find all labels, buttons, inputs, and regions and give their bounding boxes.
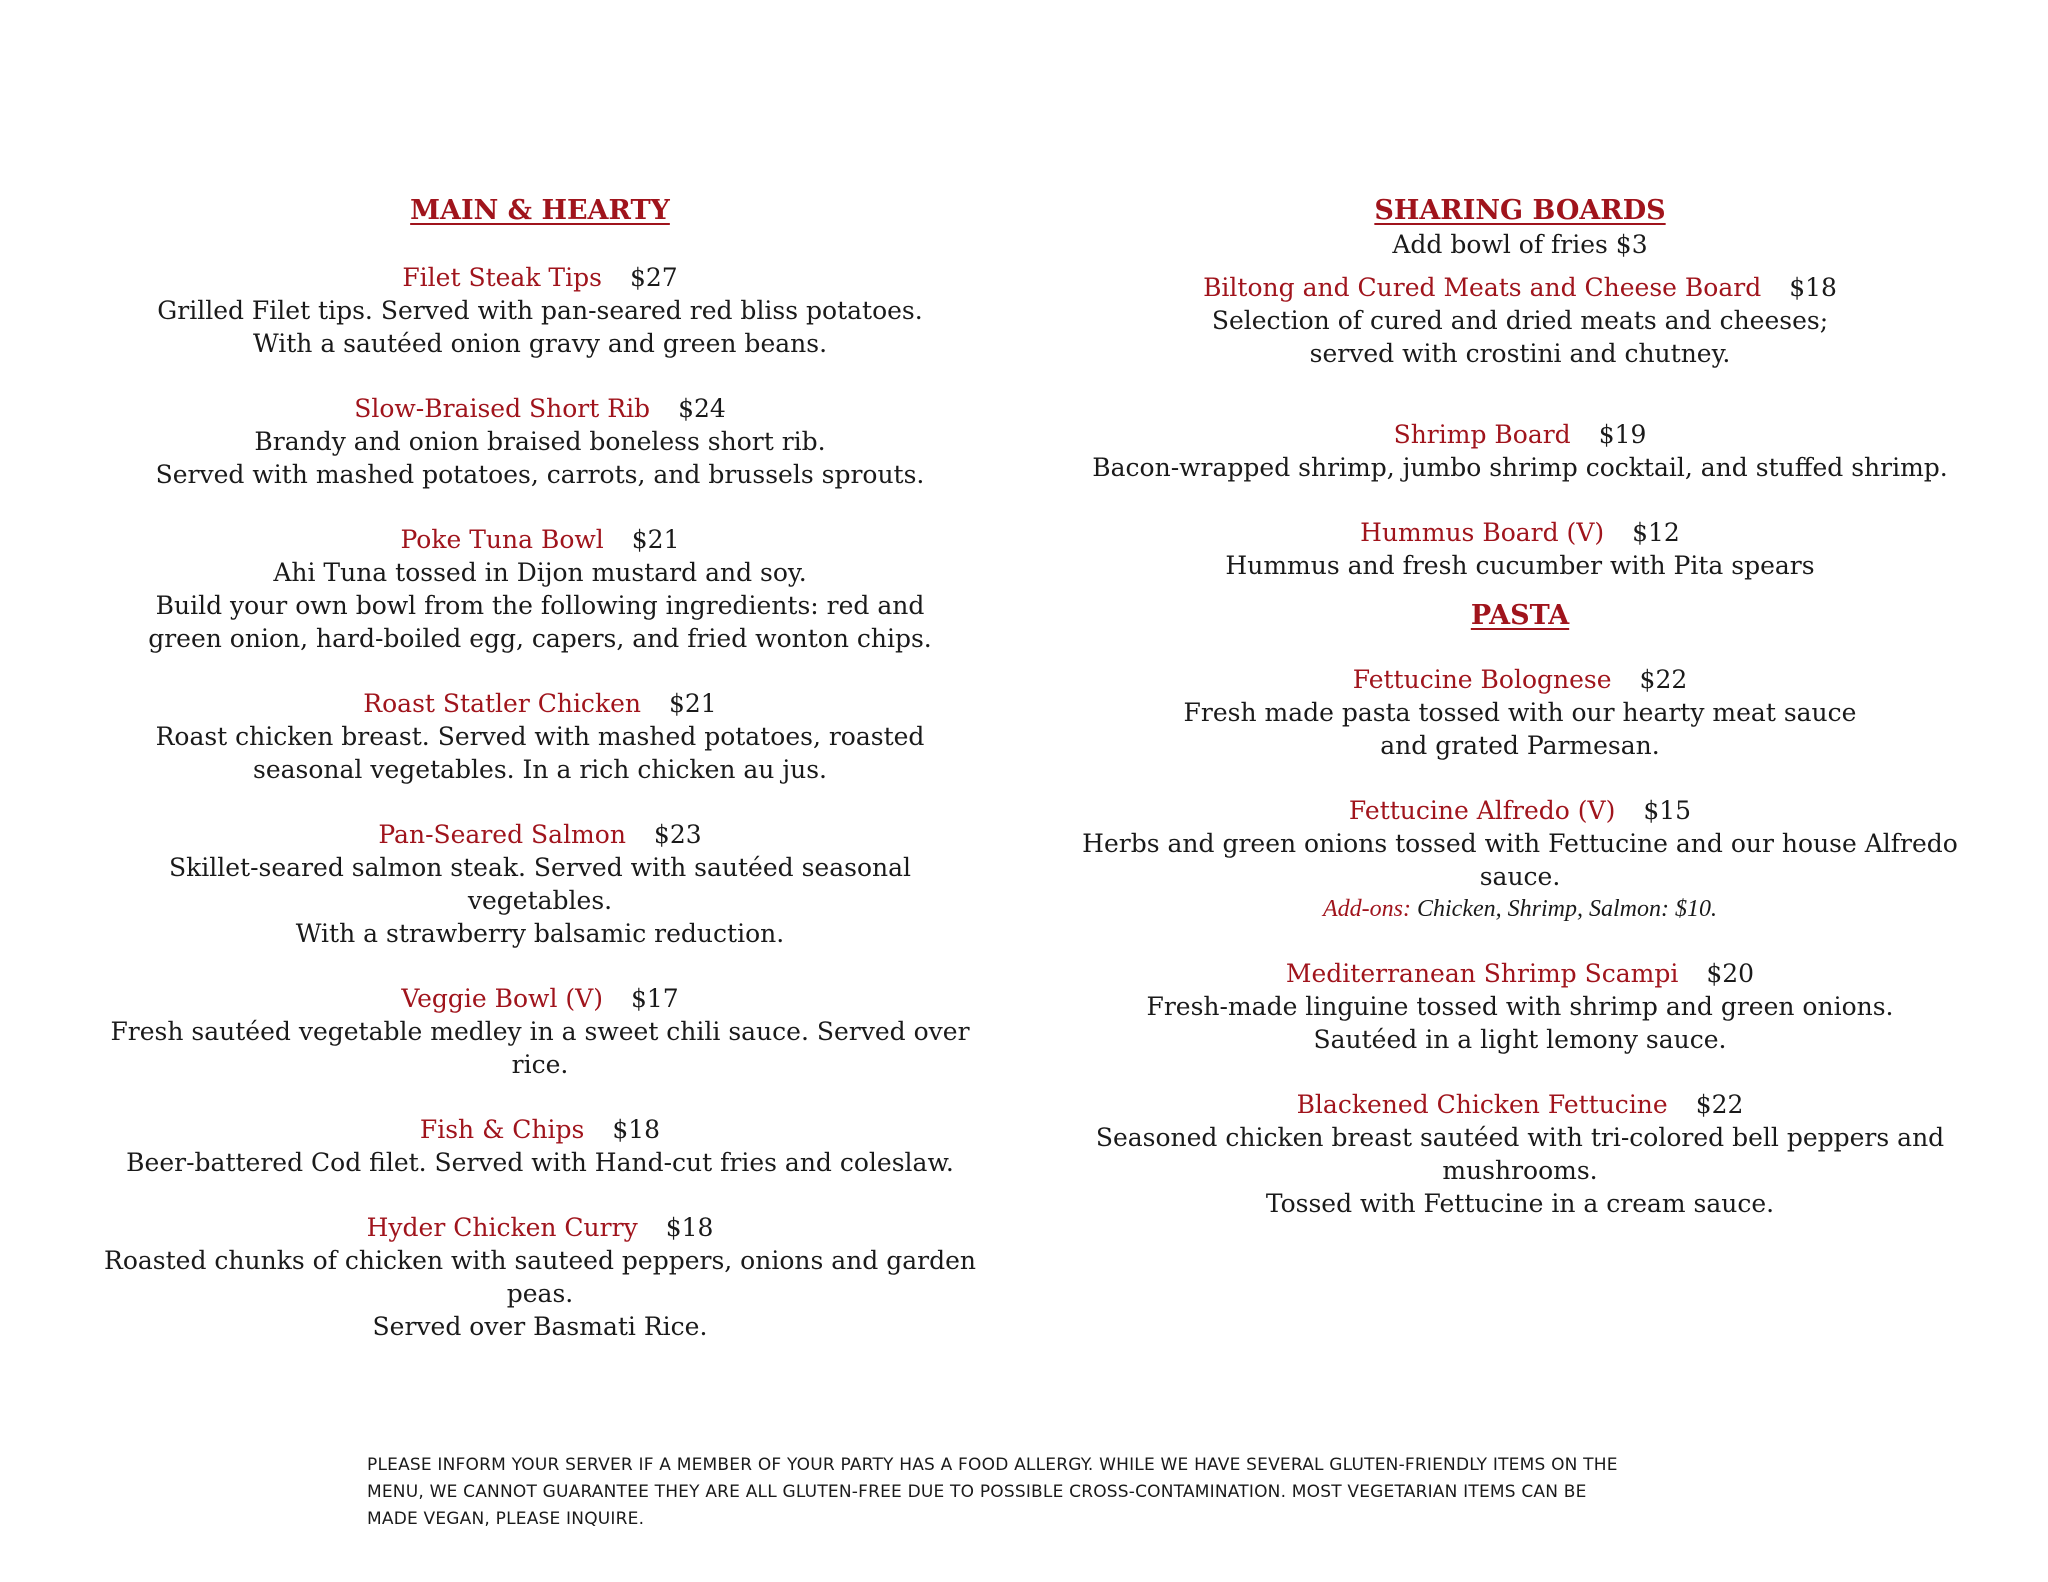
section-title-pasta: PASTA: [1470, 600, 1570, 631]
item-desc-line: Selection of cured and dried meats and cheeses;: [1211, 306, 1829, 335]
item-price: $15: [1643, 796, 1692, 825]
right-column: [1040, 193, 2000, 1220]
item-desc-line: With a sautéed onion gravy and green beans.: [252, 329, 828, 358]
item-desc-line: Fresh-made linguine tossed with shrimp and green onions.: [1146, 992, 1894, 1021]
item-name: Pan-Seared Salmon: [378, 820, 626, 849]
item-desc-line: and grated Parmesan.: [1380, 731, 1660, 760]
item-price: $24: [678, 394, 726, 423]
item-desc-line: Roasted chunks of chicken with sauteed peppers, onions and garden peas.: [104, 1246, 976, 1308]
item-name: Shrimp Board: [1393, 420, 1571, 449]
menu-item: [100, 1113, 980, 1179]
item-name: Roast Statler Chicken: [363, 689, 641, 718]
item-price: $23: [653, 820, 702, 849]
item-desc-line: Herbs and green onions tossed with Fettucine and our house Alfredo sauce.: [1082, 829, 1958, 891]
menu-item: [100, 523, 980, 655]
item-price: $27: [629, 263, 678, 292]
menu-item: [100, 1211, 980, 1343]
item-name: Biltong and Cured Meats and Cheese Board: [1203, 273, 1762, 302]
menu-item: [1040, 957, 2000, 1056]
item-price: $17: [630, 984, 679, 1013]
menu-item: [100, 392, 980, 491]
item-desc-line: Beer-battered Cod filet. Served with Hand-cut fries and coleslaw.: [126, 1148, 954, 1177]
item-desc-line: Served with mashed potatoes, carrots, and brussels sprouts.: [155, 460, 925, 489]
item-name: Fettucine Bolognese: [1352, 665, 1612, 694]
item-price: $22: [1695, 1090, 1744, 1119]
allergy-notice-line: PLEASE INFORM YOUR SERVER IF A MEMBER OF YOUR PARTY HAS A FOOD ALLERGY. WHILE WE HAVE SEVERAL GLUTEN-FRIENDLY ITEMS ON THE: [367, 1455, 1618, 1475]
item-desc-line: Build your own bowl from the following ingredients: red and: [155, 591, 925, 620]
item-price: $19: [1598, 420, 1647, 449]
item-name: Mediterranean Shrimp Scampi: [1285, 959, 1679, 988]
allergy-notice: [367, 1452, 1707, 1533]
item-desc-line: Served over Basmati Rice.: [372, 1312, 708, 1341]
item-desc-line: seasonal vegetables. In a rich chicken au jus.: [253, 755, 827, 784]
menu-item: [1040, 271, 2000, 370]
item-name: Hyder Chicken Curry: [366, 1213, 638, 1242]
item-desc-line: Fresh made pasta tossed with our hearty meat sauce: [1183, 698, 1857, 727]
section-title-main-hearty: MAIN & HEARTY: [410, 195, 670, 226]
addons-text: Chicken, Shrimp, Salmon: $10.: [1417, 896, 1717, 922]
menu-item: [100, 687, 980, 786]
main-hearty-section: [100, 193, 980, 1343]
addons-note: [1040, 893, 2000, 925]
item-price: $22: [1639, 665, 1688, 694]
item-price: $20: [1706, 959, 1755, 988]
item-desc-line: Roast chicken breast. Served with mashed potatoes, roasted: [155, 722, 925, 751]
item-price: $21: [631, 525, 680, 554]
sharing-boards-note: Add bowl of fries $3: [1392, 230, 1648, 259]
item-price: $18: [665, 1213, 714, 1242]
item-desc-line: Ahi Tuna tossed in Dijon mustard and soy.: [273, 558, 807, 587]
item-desc-line: Hummus and fresh cucumber with Pita spears: [1225, 551, 1815, 580]
item-desc-line: With a strawberry balsamic reduction.: [295, 919, 785, 948]
menu-item: [1040, 516, 2000, 582]
item-desc-line: served with crostini and chutney.: [1309, 339, 1731, 368]
item-price: $21: [668, 689, 717, 718]
item-price: $12: [1632, 518, 1680, 547]
item-desc-line: Seasoned chicken breast sautéed with tri-colored bell peppers and mushrooms.: [1095, 1123, 1945, 1185]
item-desc-line: Sautéed in a light lemony sauce.: [1313, 1025, 1727, 1054]
item-name: Poke Tuna Bowl: [400, 525, 604, 554]
menu-item: [100, 818, 980, 950]
menu-item: [100, 261, 980, 360]
item-price: $18: [612, 1115, 661, 1144]
item-name: Blackened Chicken Fettucine: [1296, 1090, 1668, 1119]
addons-label: Add-ons:: [1323, 896, 1411, 922]
item-name: Hummus Board (V): [1360, 518, 1605, 547]
item-desc-line: Grilled Filet tips. Served with pan-seared red bliss potatoes.: [157, 296, 923, 325]
menu-item: [1040, 1088, 2000, 1220]
pasta-section: [1040, 598, 2000, 1220]
menu-item: [100, 982, 980, 1081]
item-name: Fettucine Alfredo (V): [1348, 796, 1616, 825]
menu-item: [1040, 794, 2000, 925]
section-title-sharing-boards: SHARING BOARDS: [1374, 195, 1666, 226]
item-desc-line: Brandy and onion braised boneless short rib.: [254, 427, 826, 456]
menu-item: [1040, 418, 2000, 484]
item-price: $18: [1789, 273, 1837, 302]
sharing-boards-section: [1040, 193, 2000, 582]
menu-item: [1040, 663, 2000, 762]
item-desc-line: Tossed with Fettucine in a cream sauce.: [1265, 1189, 1775, 1218]
item-name: Fish & Chips: [419, 1115, 585, 1144]
item-name: Slow-Braised Short Rib: [354, 394, 651, 423]
item-desc-line: Fresh sautéed vegetable medley in a sweet chili sauce. Served over rice.: [110, 1017, 970, 1079]
item-desc-line: Bacon-wrapped shrimp, jumbo shrimp cocktail, and stuffed shrimp.: [1092, 453, 1948, 482]
item-desc-line: Skillet-seared salmon steak. Served with sautéed seasonal vegetables.: [169, 853, 911, 915]
allergy-notice-line: MADE VEGAN, PLEASE INQUIRE.: [367, 1509, 645, 1529]
item-desc-line: green onion, hard-boiled egg, capers, and fried wonton chips.: [148, 624, 932, 653]
item-name: Filet Steak Tips: [402, 263, 602, 292]
allergy-notice-line: MENU, WE CANNOT GUARANTEE THEY ARE ALL GLUTEN-FREE DUE TO POSSIBLE CROSS-CONTAMINATION. MOST VEGETARIAN ITEMS CAN BE: [367, 1482, 1587, 1502]
item-name: Veggie Bowl (V): [401, 984, 603, 1013]
